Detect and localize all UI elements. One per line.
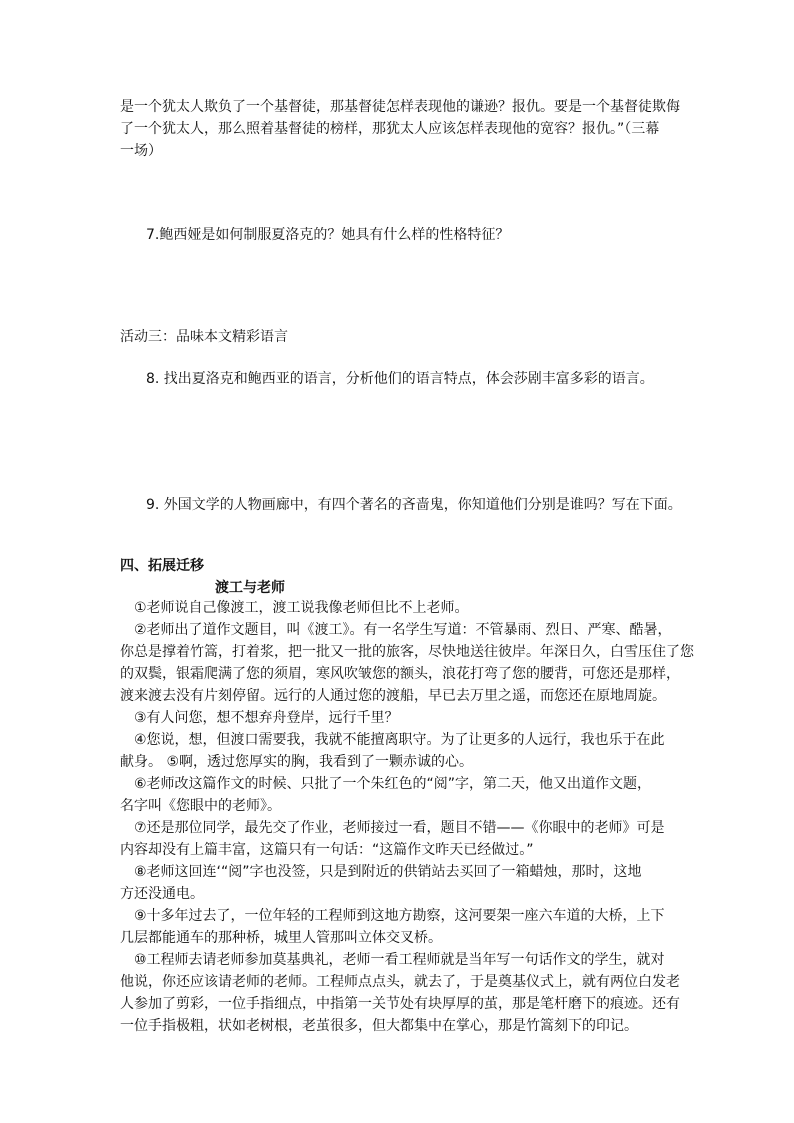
- question-8: 8. 找出夏洛克和鲍西亚的语言，分析他们的语言特点，体会莎剧丰富多彩的语言。: [146, 371, 654, 387]
- article-line: ⑩工程师去请老师参加莫基典礼，老师一看工程师就是当年写一句话作文的学生，就对: [134, 952, 665, 968]
- section-4-heading: 四、拓展迁移: [120, 558, 204, 574]
- article-line: ⑦还是那位同学，最先交了作业，老师接过一看，题目不错——《你眼中的老师》可是: [134, 820, 665, 836]
- article-line: 一位手指极粗，状如老树根，老茧很多，但大都集中在掌心，那是竹篙刻下的印记。: [120, 1018, 638, 1034]
- article-line: 名字叫《您眼中的老师》。: [120, 798, 281, 814]
- article-line: 献身。 ⑤啊，透过您厚实的胸，我看到了一颗赤诚的心。: [120, 754, 473, 770]
- question-9: 9. 外国文学的人物画廊中，有四个著名的吝啬鬼，你知道他们分别是谁吗？写在下面。: [146, 497, 682, 513]
- article-line: ③有人问您，想不想弃舟登岸，远行千里？: [134, 710, 399, 726]
- article-line: 他说，你还应该请老师的老师。工程师点点头，就去了，于是奠基仪式上，就有两位白发老: [120, 974, 680, 990]
- quote-line-2: 了一个犹太人，那么照着基督徒的榜样，那犹太人应该怎样表现他的宽容？报仇。”（三幕: [120, 121, 660, 137]
- article-line: 几层都能通车的那种桥，城里人管那叫立体交叉桥。: [120, 930, 442, 946]
- question-7: 7.鲍西娅是如何制服夏洛克的？她具有什么样的性格特征？: [146, 227, 510, 243]
- quote-line-3: 一场）: [120, 143, 162, 159]
- activity-3-heading: 活动三：品味本文精彩语言: [120, 329, 288, 345]
- article-line: 方还没通电。: [120, 886, 204, 902]
- article-line: 内容却没有上篇丰富，这篇只有一句话：“这篇作文昨天已经做过。”: [120, 842, 534, 858]
- article-line: ⑨十多年过去了，一位年轻的工程师到这地方勘察，这河要架一座六车道的大桥，上下: [134, 908, 665, 924]
- article-line: ⑧老师这回连‘“阅”字也没签，只是到附近的供销站去买回了一箱蜡烛，那时，这地: [134, 864, 642, 880]
- article-line: 人参加了剪彩，一位手指细点，中指第一关节处有块厚厚的茧，那是笔杆磨下的痕迹。还有: [120, 996, 680, 1012]
- article-line: ②老师出了道作文题目，叫《渡工》。有一名学生写道：不管暴雨、烈日、严寒、酷暑，: [134, 622, 672, 638]
- article-line: ⑥老师改这篇作文的时候、只批了一个朱红色的“阅”字，第二天，他又出道作文题，: [134, 776, 652, 792]
- article-line: 你总是撑着竹篙，打着浆，把一批又一批的旅客，尽快地送往彼岸。年深日久，白雪压住了您: [120, 644, 694, 660]
- article-title: 渡工与老师: [215, 580, 285, 596]
- article-line: 渡来渡去没有片刻停留。远行的人通过您的渡船，早已去万里之遥，而您还在原地周旋。: [120, 688, 666, 704]
- article-line: ④您说，想，但渡口需要我，我就不能擅离职守。为了让更多的人远行，我也乐于在此: [134, 732, 665, 748]
- article-line: 的双鬓，银霜爬满了您的须眉，寒风吹皱您的额头，浪花打弯了您的腰背，可您还是那样，: [120, 666, 680, 682]
- article-line: ①老师说自己像渡工，渡工说我像老师但比不上老师。: [134, 600, 469, 616]
- quote-line-1: 是一个犹太人欺负了一个基督徒，那基督徒怎样表现他的谦逊？报仇。要是一个基督徒欺侮: [120, 99, 680, 115]
